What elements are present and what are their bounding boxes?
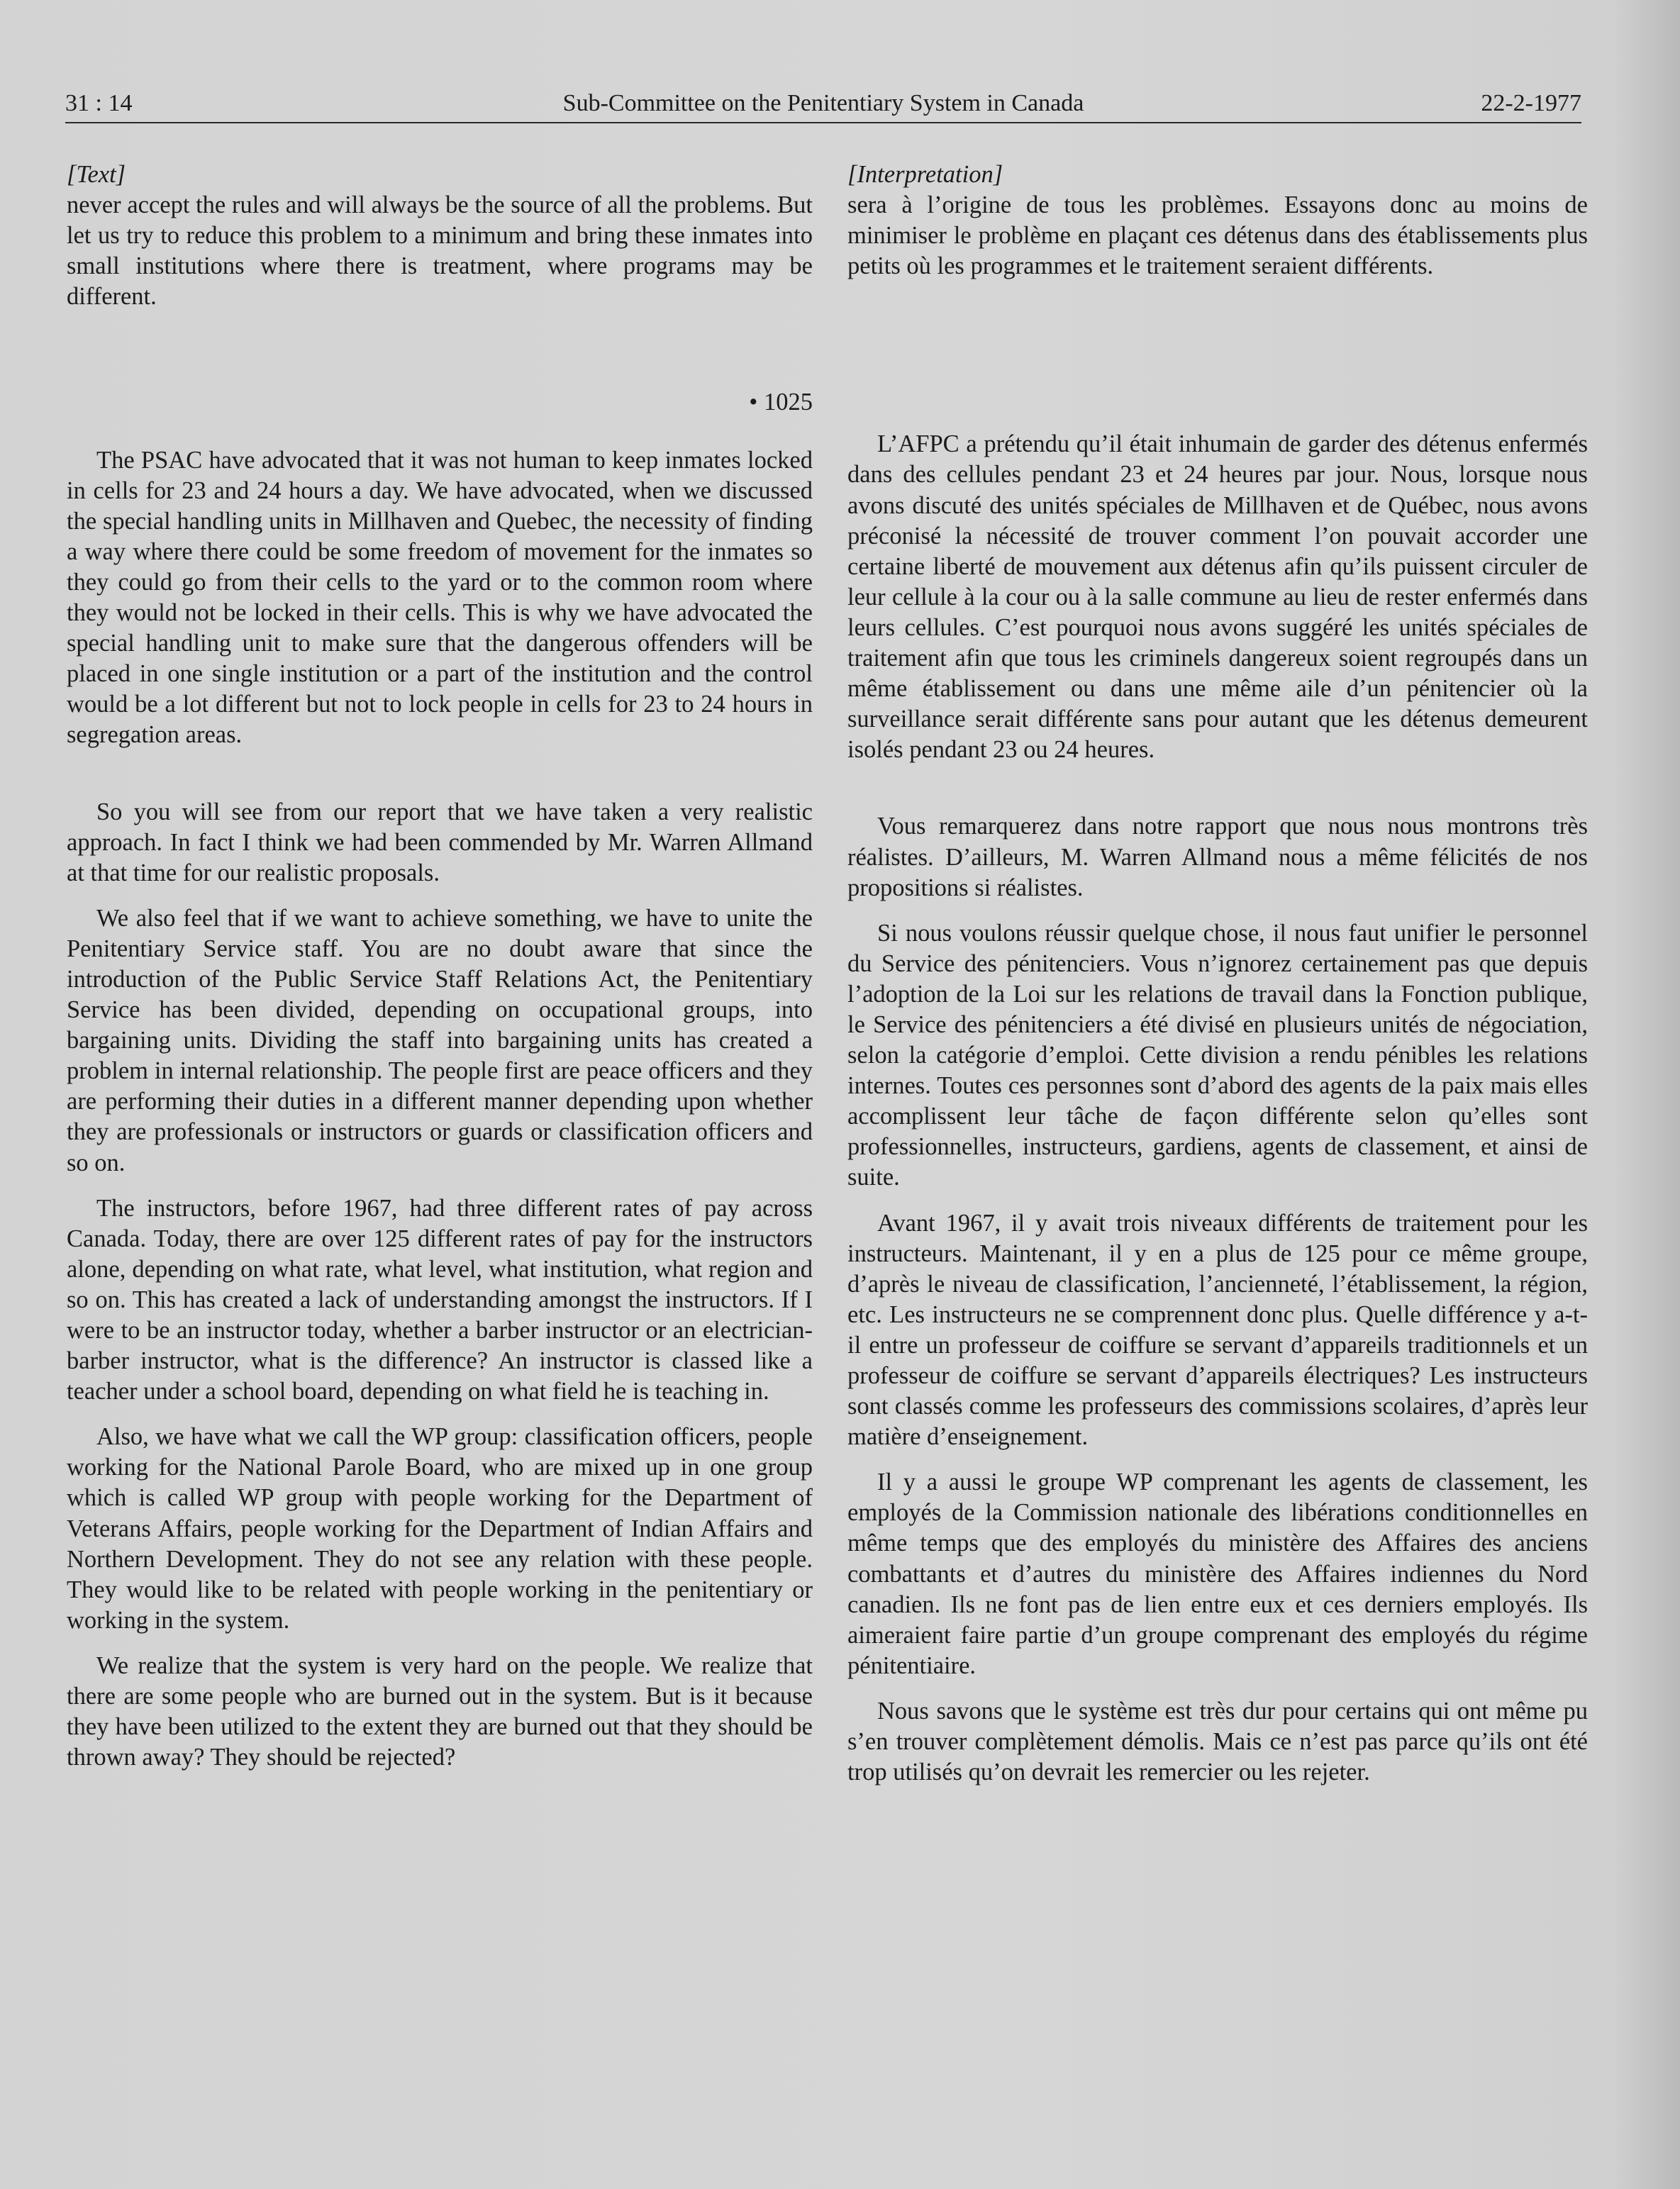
paragraph: Si nous voulons réussir quelque chose, il nous faut unifier le personnel du Service des pénitenciers. Vous n’ignorez certainement pas que depuis l’adoption de la Loi sur les relations de travail dans la Fonction publique, le Service des pénitenciers a été divisé en plusieurs unités de négociation, selon la catégorie d’emploi. Cette division a rendu pénibles les relations internes. Toutes ces personnes sont d’abord des agents de la paix mais elles accomplissent leur tâche de façon différente selon qu’elles sont professionnelles, instructeurs, gardiens, agents de classement, et ainsi de suite.: [847, 919, 1588, 1191]
text-label-word: Text: [76, 161, 116, 188]
paragraph: never accept the rules and will always be the source of all the problems. But let us try to reduce this problem to a minimum and bring these inmates into small institutions where there is treatment, where programs may be different.: [67, 191, 813, 311]
paragraph: The PSAC have advocated that it was not human to keep inmates locked in cells for 23 and 24 hours a day. We have advocated, when we discussed the special handling units in Millhaven and Quebec, the necessity of finding a way where there could be some freedom of movement for the inmates so they could go from their cells to the yard or to the common room where they would not be locked in their cells. This is why we have advocated the special handling unit to make sure that the dangerous offenders will be placed in one single institution or a part of the institution and the control would be a lot different but not to lock people in cells for 23 to 24 hours in segregation areas.: [67, 446, 813, 749]
paragraph: Avant 1967, il y avait trois niveaux différents de traitement pour les instructeurs. Maintenant, il y en a plus de 125 pour ce même groupe, d’après le niveau de classification, l’ancienneté, l’établissement, la région, etc. Les instructeurs ne se comprennent donc plus. Quelle différence y a-t-il entre un professeur de coiffure se servant d’appareils traditionnels et un professeur de coiffure se servant d’appareils électriques? Les instructeurs sont classés comme les professeurs des commissions scolaires, d’après leur matière d’enseignement.: [847, 1209, 1588, 1451]
spacer: [67, 766, 813, 797]
paragraph: sera à l’origine de tous les problèmes. Essayons donc au moins de minimiser le problème en plaçant ces détenus dans des établissements plus petits où les programmes et le traitement seraient différents.: [847, 191, 1588, 280]
text-label: [Text]: [67, 161, 126, 188]
page-number: 31 : 14: [65, 90, 133, 116]
page-title: Sub-Committee on the Penitentiary System in Canada: [562, 90, 1084, 116]
paragraph: L’AFPC a prétendu qu’il était inhumain de garder des détenus enfermés dans des cellules pendant 23 et 24 heures par jour. Nous, lorsque nous avons discuté des unités spéciales de Millhaven et de Québec, nous avons préconisé la nécessité de trouver comment l’on pouvait accorder une certaine liberté de mouvement aux détenus afin qu’ils puissent circuler de leur cellule à la cour ou à la salle commune au lieu de rester enfermés dans leurs cellules. C’est pourquoi nous avons suggéré les unités spéciales de traitement afin que tous les criminels dangereux soient regroupés dans un même établissement ou dans une même aile d’un pénitencier où la surveillance serait différente sans pour autant que les détenus demeurent isolés pendant 23 ou 24 heures.: [847, 430, 1588, 764]
paragraph: So you will see from our report that we have taken a very realistic approach. In fact I think we had been commended by Mr. Warren Allmand at that time for our realistic proposals.: [67, 798, 813, 886]
paragraph: Also, we have what we call the WP group: classification officers, people working for the National Parole Board, who are mixed up in one group which is called WP group with people working for the Department of Veterans Affairs, people working for the Department of Indian Affairs and Northern Development. They do not see any relation with these people. They would like to be related with people working in the penitentiary or working in the system.: [67, 1423, 813, 1634]
paragraph: We also feel that if we want to achieve something, we have to unite the Penitentiary Service staff. You are no doubt aware that since the introduction of the Public Service Staff Relations Act, the Penitentiary Service has been divided, depending on occupational groups, into bargaining units. Dividing the staff into bargaining units has created a problem in internal relationship. The people first are peace officers and they are performing their duties in a different manner depending upon whether they are professionals or instructors or guards or classification officers and so on.: [67, 904, 813, 1176]
paragraph: Vous remarquerez dans notre rapport que nous nous montrons très réalistes. D’ailleurs, M. Warren Allmand nous a même félicités de nos propositions si réalistes.: [847, 813, 1588, 901]
paragraph: We realize that the system is very hard on the people. We realize that there are some people who are burned out in the system. But is it because they have been utilized to the extent they are burned out that they should be thrown away? They should be rejected?: [67, 1652, 813, 1771]
paragraph: The instructors, before 1967, had three different rates of pay across Canada. Today, there are over 125 different rates of pay for the instructors alone, depending on what rate, what level, what institution, what region and so on. This has created a lack of understanding amongst the instructors. If I were to be an instructor today, whether a barber instructor or an electrician-barber instructor, what is the difference? An instructor is classed like a teacher under a school board, depending on what field he is teaching in.: [67, 1194, 813, 1405]
interpretation-label: [Interpretation]: [847, 161, 1003, 188]
paragraph: Nous savons que le système est très dur pour certains qui ont même pu s’en trouver complètement démolis. Mais ce n’est pas parce qu’ils ont été trop utilisés qu’on devrait les remercier ou les rejeter.: [847, 1697, 1588, 1786]
interpretation-label-word: Interpretation: [857, 161, 994, 188]
header-divider: [65, 122, 1581, 123]
sitting-date: 22-2-1977: [1481, 90, 1581, 116]
running-head: [65, 85, 1581, 122]
french-column: [847, 160, 1588, 1803]
spacer: [847, 296, 1588, 429]
paragraph: Il y a aussi le groupe WP comprenant les agents de classement, les employés de la Commission nationale des libérations conditionnelles en même temps que des employés du ministère des Affaires des anciens combattants et d’autres du ministère des Affaires indiennes du Nord canadien. Ils ne font pas de lien entre eux et ces derniers employés. Ils aimeraient faire partie d’un groupe comprenant des employés du régime pénitentiaire.: [847, 1469, 1588, 1679]
english-column: [67, 160, 813, 1788]
time-marker: • 1025: [749, 389, 813, 416]
spacer: [847, 780, 1588, 811]
